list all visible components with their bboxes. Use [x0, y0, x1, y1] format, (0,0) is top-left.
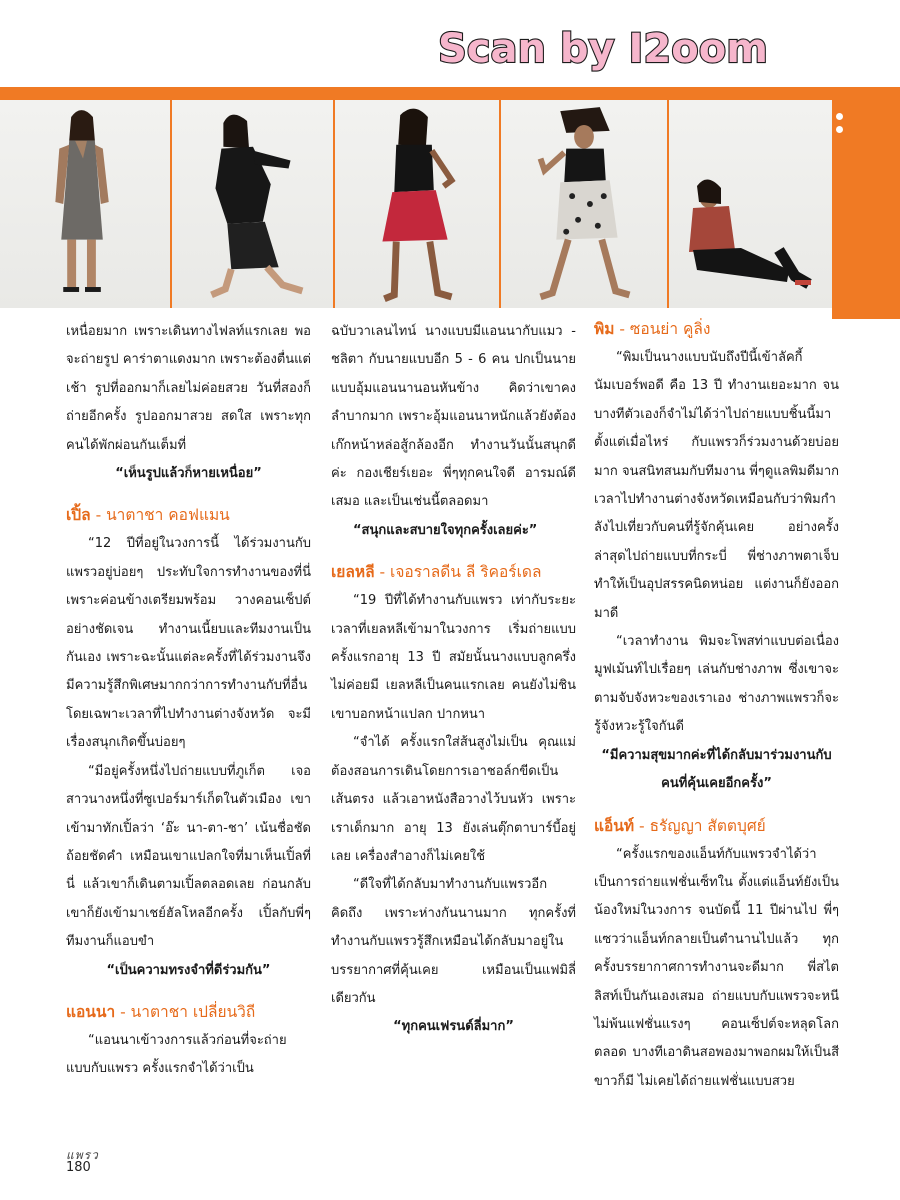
model-name-heading — [594, 811, 839, 841]
model-nickname: แอนนา — [66, 1002, 116, 1021]
model-figure-icon — [335, 100, 499, 308]
scan-watermark — [430, 18, 860, 76]
pull-quote: “สนุกและสบายใจทุกครั้งเลยค่ะ” — [353, 522, 538, 538]
pull-quote: “มีความสุขมากค่ะที่ได้กลับมาร่วมงานกับคนที่คุ้นเคยอีกครั้ง” — [601, 747, 832, 792]
body-paragraph: ฉบับวาเลนไทน์ นางแบบมีแอนนากับแมว - ชลิตา กับนายแบบอีก 5 - 6 คน ปกเป็นนายแบบอุ้มแอนนานอนหันข้าง คิดว่าเขาคงลำบากมาก เพราะอุ้มแอนนาหนักแล้วยังต้องเก๊กหน้าหล่อสู้กล้องอีก ทำงานวันนั้นสนุกดีค่ะ กองเชียร์เยอะ พี่ๆทุกคนใจดี อารมณ์ดีเสมอ และเป็นเช่นนี้ตลอดมา — [331, 324, 576, 510]
model-fullname: - ซอนย่า คูลิ่ง — [614, 320, 711, 338]
body-paragraph: “จำได้ ครั้งแรกใส่ส้นสูงไม่เป็น คุณแม่ต้องสอนการเดินโดยการเอาชอล์กขีดเป็นเส้นตรง แล้วเอาหนังสือวางไว้บนหัว เพราะเราเด็กมาก อายุ 13 ยังเล่นตุ๊กตาบาร์บี้อยู่เลย เครื่องสำอางก็ไม่เคยใช้ — [331, 735, 576, 864]
magazine-logo: แพรว — [66, 1148, 99, 1162]
body-paragraph: “พิมเป็นนางแบบนับถึงปีนี้เข้าลัคกี้นัมเบอร์พอดี คือ 13 ปี ทำงานเยอะมาก จนบางทีตัวเองก็จำไม่ได้ว่าไปถ่ายแบบชิ้นนี้มาตั้งแต่เมื่อไหร่ กับแพรวก็ร่วมงานด้วยบ่อยมาก จนสนิทสนมกับทีมงาน พี่ๆดูแลพิมดีมาก เวลาไปทำงานต่างจังหวัดเหมือนกับว่าพิมกำลังไปเที่ยวกับคนที่รู้จักคุ้นเคย อย่างครั้งล่าสุดไปถ่ายแบบที่กระบี่ พี่ช่างภาพตาเจ็บทำให้เป็นอุปสรรคนิดหน่อย แต่งานก็ยังออกมาดี — [594, 350, 839, 621]
model-nickname: พิม — [594, 320, 615, 338]
model-photo-4 — [501, 100, 669, 308]
decor-dot-icon — [836, 126, 843, 133]
body-paragraph: “12 ปีที่อยู่ในวงการนี้ ได้ร่วมงานกับแพรวอยู่บ่อยๆ ประทับใจการทำงานของที่นี่ เพราะค่อนข้างเตรียมพร้อม วางคอนเซ็ปต์อย่างชัดเจน ทำงานเนี้ยบและทีมงานเป็นกันเอง เพราะฉะนั้นแต่ละครั้งที่ได้ร่วมงานจึงมีความรู้สึกพิเศษมากกว่าการทำงานกับที่อื่น โดยเฉพาะเวลาที่ไปทำงานต่างจังหวัด จะมีเรื่องสนุกเกิดขึ้นบ่อยๆ — [66, 536, 311, 751]
pull-quote: “ทุกคนเฟรนด์ลี่มาก” — [393, 1019, 514, 1035]
body-paragraph: “มีอยู่ครั้งหนึ่งไปถ่ายแบบที่ภูเก็ต เจอสาวนางหนึ่งที่ซูเปอร์มาร์เก็ตในตัวเมือง เขาเข้ามาทักเปิ้ลว่า ‘อ๊ะ นา-ตา-ชา’ เน้นชื่อชัดถ้อยชัดคำ เหมือนเขาแปลกใจที่มาเห็นเปิ้ลที่นี่ แล้วเขาก็เดินตามเปิ้ลตลอดเลย ก่อนกลับเขาก็ยังเข้ามาเชย์ฮัลโหลอีกครั้ง เปิ้ลกับพี่ๆทีมงานก็แอบขำ — [66, 763, 311, 950]
text-column-1 — [66, 318, 311, 1084]
model-fullname: - เจอราลดีน ลี ริคอร์เดล — [374, 563, 542, 582]
orange-side-bar — [832, 87, 900, 319]
body-paragraph: “19 ปีที่ได้ทำงานกับแพรว เท่ากับระยะเวลาที่เยลหลีเข้ามาในวงการ เริ่มถ่ายแบบครั้งแรกอายุ 13 ปี สมัยนั้นนางแบบลูกครึ่งไม่ค่อยมี เยลหลีเป็นคนแรกเลย คนยังไม่ชิน เขาบอกหน้าแปลก ปากหนา — [331, 593, 576, 722]
body-paragraph: “ดีใจที่ได้กลับมาทำงานกับแพรวอีก คิดถึง เพราะห่างกันนานมาก ทุกครั้งที่ทำงานกับแพรวรู้สึกเหมือนได้กลับมาอยู่ในบรรยากาศที่คุ้นเคย เหมือนเป็นแฟมิลี่เดียวกัน — [331, 877, 576, 1006]
body-paragraph: เหนื่อยมาก เพราะเดินทางไฟลท์แรกเลย พอจะถ่ายรูป คาร่าตาแดงมาก เพราะต้องตื่นแต่เช้า รูปที่ออกมาก็เลยไม่ค่อยสวย วันที่สองก็ถ่ายอีกครั้ง รูปออกมาสวย สดใส เพราะทุกคนได้พักผ่อนกันเต็มที่ — [66, 324, 311, 453]
model-figure-icon — [0, 100, 170, 308]
text-column-3 — [594, 314, 839, 1096]
model-nickname: เยลหลี — [331, 563, 375, 582]
model-fullname: - นาตาชา เปลี่ยนวิถี — [115, 1002, 256, 1021]
model-photo-5 — [669, 100, 832, 308]
model-name-heading — [66, 997, 311, 1027]
pull-quote: “เป็นความทรงจำที่ดีร่วมกัน” — [106, 962, 271, 978]
model-nickname: แอ็นท์ — [594, 816, 635, 835]
model-fullname: - ธรัญญา สัตตบุศย์ — [634, 816, 766, 835]
model-nickname: เปิ้ล — [66, 506, 91, 525]
model-name-heading — [594, 314, 839, 344]
body-paragraph: “แอนนาเข้าวงการแล้วก่อนที่จะถ่ายแบบกับแพรว ครั้งแรกจำได้ว่าเป็น — [66, 1032, 287, 1077]
body-paragraph: “ครั้งแรกของแอ็นท์กับแพรวจำได้ว่าเป็นการถ่ายแฟชั่นเซ็ทใน ตั้งแต่แอ็นท์ยังเป็นน้องใหม่ในวงการ จนบัดนี้ 11 ปีผ่านไป พี่ๆแซวว่าแอ็นท์กลายเป็นตำนานไปแล้ว ทุกครั้งบรรยากาศการทำงานจะดีมาก พี่สไตลิสท์เป็นกันเองเสมอ ถ่ายแบบกับแพรวจะหนีไม่พ้นแฟชั่นแรงๆ คอนเซ็ปต์จะหลุดโลกตลอด บางทีเอาดินสอพองมาพอกผมให้เป็นสีขาวก็มี ไม่เคยได้ถ่ายแฟชั่นแบบสวย — [594, 846, 839, 1089]
model-photo-3 — [335, 100, 501, 308]
decor-dot-icon — [836, 113, 843, 120]
model-photo-2 — [172, 100, 335, 308]
model-name-heading — [331, 557, 576, 587]
body-paragraph: “เวลาทำงาน พิมจะโพสท่าแบบต่อเนื่อง มูฟเม้นท์ไปเรื่อยๆ เล่นกับช่างภาพ ซึ่งเขาจะตามจับจังหวะของเราเอง ช่างภาพแพรวก็จะรู้จังหวะรู้ใจกันดี — [594, 634, 839, 735]
orange-header-band — [0, 87, 900, 100]
photo-strip — [0, 100, 832, 308]
watermark-text: Scan by I2oom — [438, 26, 768, 72]
text-column-2 — [331, 318, 576, 1042]
model-figure-icon — [501, 100, 667, 308]
model-name-heading — [66, 500, 311, 530]
model-photo-1 — [0, 100, 172, 308]
model-figure-icon — [669, 100, 832, 308]
pull-quote: “เห็นรูปแล้วก็หายเหนื่อย” — [115, 466, 262, 482]
model-fullname: - นาตาชา คอฟแมน — [90, 506, 230, 525]
page-number: 180 — [66, 1160, 91, 1175]
model-figure-icon — [172, 100, 333, 308]
